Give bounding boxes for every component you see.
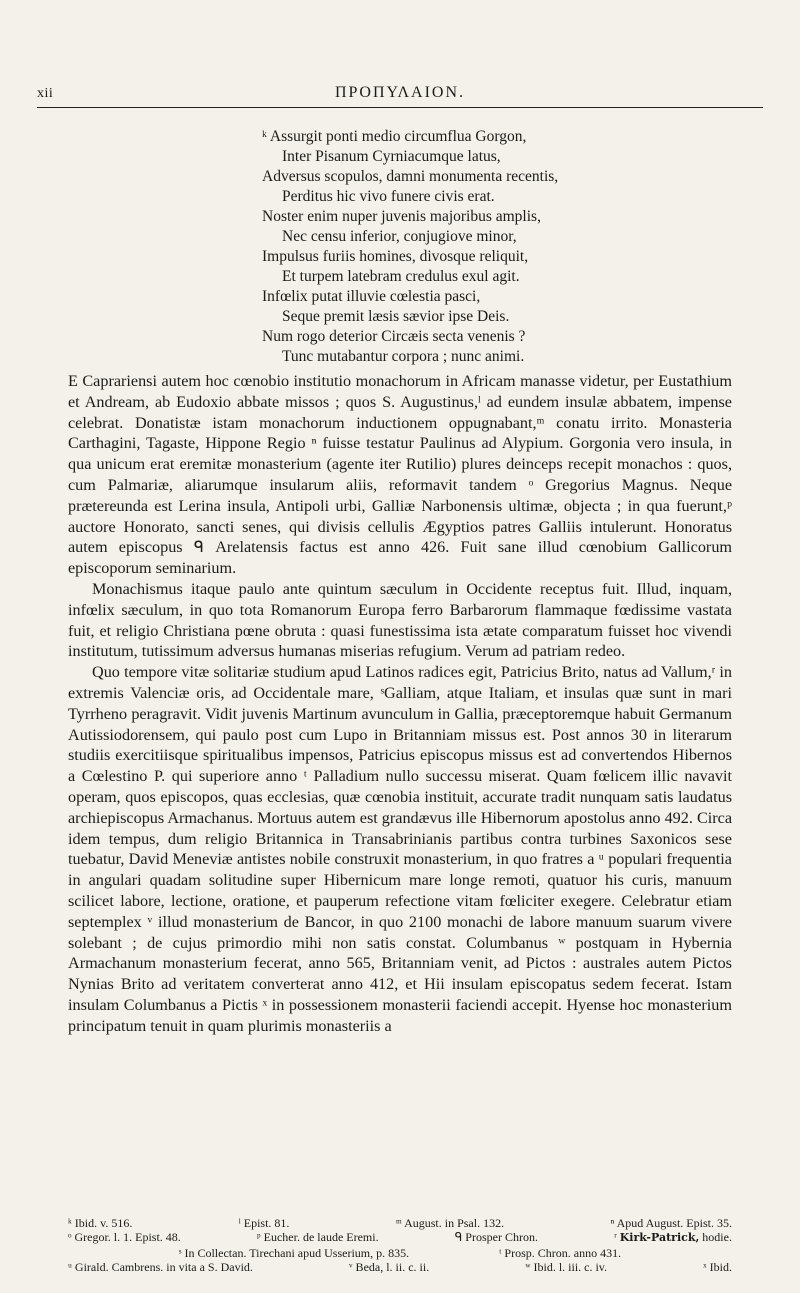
poem-line: Seque premit læsis sævior ipse Deis. (282, 308, 510, 325)
footnote-row (68, 1230, 732, 1245)
header-rule (37, 107, 763, 108)
blackletter-text: Kirk-Patrick, (619, 1231, 700, 1245)
poem-line: Tunc mutabantur corpora ; nunc animi. (282, 348, 525, 365)
paragraph: Quo tempore vitæ solitariæ studium apud Latinos radices egit, Patricius Brito, natus ad Vallum,ʳ in extremis Valenciæ oris, ad Occidentale mare, ˢGalliam, atque Italiam, et insulas quæ sunt in mari Tyrrheno peragravit. Vidit juvenis Martinum avunculum in Gallia, præceptoremque habuit Germanum Autissiodorensem, qui paulo post cum Lupo in Britanniam missus est. Post annos 30 in literarum studiis exercitiisque spiritualibus impensos, Patricius episcopus missus est ad convertendos Hibernos a Cœlestino P. qui superiore anno ᵗ Palladium nullo successu miserat. Quam fœlicem illic navavit operam, quos episcopos, quas ecclesias, quæ cœnobia instituit, accurate tradit nunquam satis laudatus archiepiscopus Armachanus. Mortuus autem est grandævus ille Hibernorum apostolus anno 492. Circa idem tempus, dum religio Britannica in Transabrinianis partibus contra turbines Saxonicos sese tuebatur, David Meneviæ antistes nobile construxit monasterium, in quo fratres a ᵘ populari frequentia in angulari quadam solitudine super Hibernicum mare longe remoti, quatuor his curis, manuum scilicet labore, lectione, oratione, et pauperum refectione vitam fœliciter exegere. Celebratur etiam septemplex ᵛ illud monasterium de Bancor, in quo 2100 monachi de labore manuum suarum vivere solebant ; de cujus primordio mihi non satis constat. Columbanus ʷ postquam in Hybernia Armachanum monasterium fecerat, anno 565, Britanniam venit, ad Pictos : australes autem Pictos Nynias Brito ad veritatem converterat anno 412, et Hii insulam episcopatus sedem fecerat. Istam insulam Columbanus a Pictis ˣ in possessionem monasterii faciendi accepit. Hyense hoc monasterium principatum tenuit in quam plurimis monasteriis a (68, 663, 733, 1035)
poem-line: Perditus hic vivo funere civis erat. (282, 188, 495, 205)
footnote: ᑫ Prosper Chron. (454, 1230, 538, 1245)
body-text (68, 371, 732, 1037)
footnote: ʷ Ibid. l. iii. c. iv. (525, 1259, 608, 1274)
footnote: ⁿ Apud August. Epist. 35. (610, 1216, 732, 1230)
running-header (37, 84, 763, 106)
poem-line: Inter Pisanum Cyrniacumque latus, (282, 148, 501, 165)
poem-line: Adversus scopulos, damni monumenta recentis, (262, 168, 559, 185)
footnote: ᵖ Eucher. de laude Eremi. (256, 1230, 379, 1245)
footnote: ᵗ Prosp. Chron. anno 431. (499, 1245, 622, 1260)
footnote: ᵏ Ibid. v. 516. (68, 1216, 133, 1230)
footnote: ᵘ Girald. Cambrens. in vita a S. David. (68, 1259, 253, 1274)
poem (262, 127, 558, 367)
paragraph: Monachismus itaque paulo ante quintum sæculum in Occidente receptus fuit. Illud, inquam, infœlix sæculum, in quo tota Romanorum Europa ferro Barbarorum flammaque fœdissime vastata fuit, et religio Christiana pœne obruta : quasi funestissima ista ætate comparatum fuisset hoc vivendi institutum, tutissimum adversus humanas miserias refugium. Verum ad patriam redeo. (68, 579, 732, 661)
footnote: ˢ In Collectan. Tirechani apud Usserium, p. 835. (178, 1245, 410, 1260)
poem-line: Infœlix putat illuvie cœlestia pasci, (262, 288, 481, 305)
poem-line: ᵏ Assurgit ponti medio circumflua Gorgon, (262, 128, 527, 145)
footnote: ᵒ Gregor. l. 1. Epist. 48. (68, 1230, 181, 1245)
footnote: ˣ Ibid. (703, 1259, 732, 1274)
footnote: ᵐ August. in Psal. 132. (395, 1216, 505, 1230)
poem-line: Noster enim nuper juvenis majoribus amplis, (262, 208, 541, 225)
footnote-tail: hodie. (702, 1230, 732, 1245)
footnotes (68, 1216, 732, 1274)
footnote-row (68, 1260, 732, 1274)
footnote (614, 1230, 732, 1245)
page-number: xii (37, 86, 54, 101)
poem-line: Num rogo deterior Circæis secta venenis ? (262, 328, 526, 345)
footnote-mark: ʳ (614, 1230, 617, 1245)
footnote: ˡ Epist. 81. (238, 1216, 290, 1230)
poem-line: Impulsus furiis homines, divosque reliquit, (262, 248, 529, 265)
footnote-row (68, 1216, 732, 1230)
footnote-row (68, 1246, 732, 1260)
paragraph: E Caprariensi autem hoc cœnobio institutio monachorum in Africam manasse videtur, per Eustathium et Andream, ab Eudoxio abbate missos ; quos S. Augustinus,ˡ ad eundem insulæ abbatem, impense celebrat. Donatistæ istam monachorum inductionem oppugnabant,ᵐ conatu irrito. Monasteria Carthagini, Tagaste, Hippone Regio ⁿ fuisse testatur Paulinus ad Alypium. Gorgonia vero insula, in qua unicum erat eremitæ monasterium (agente iter Rutilio) plures deinceps recepit monachos : quos, cum Palmariæ, aliarumque insularum aliis, reformavit tandem ᵒ Gregorius Magnus. Neque prætereunda est Lerina insula, Antipoli urbi, Galliæ Narbonensis ultimæ, objecta ; in qua fuerunt,ᵖ auctore Honorato, sancti senes, qui divisis cellulis Ægyptios patres Galliis intulerunt. Honoratus autem episcopus ᑫ Arelatensis factus est anno 426. Fuit sane illud cœnobium Gallicorum episcoporum seminarium. (68, 372, 732, 578)
running-title: ΠΡΟΠΥΛΑΙΟΝ. (334, 84, 466, 101)
footnote: ᵛ Beda, l. ii. c. ii. (349, 1259, 430, 1274)
poem-line: Et turpem latebram credulus exul agit. (282, 268, 520, 285)
poem-line: Nec censu inferior, conjugiove minor, (282, 228, 517, 245)
